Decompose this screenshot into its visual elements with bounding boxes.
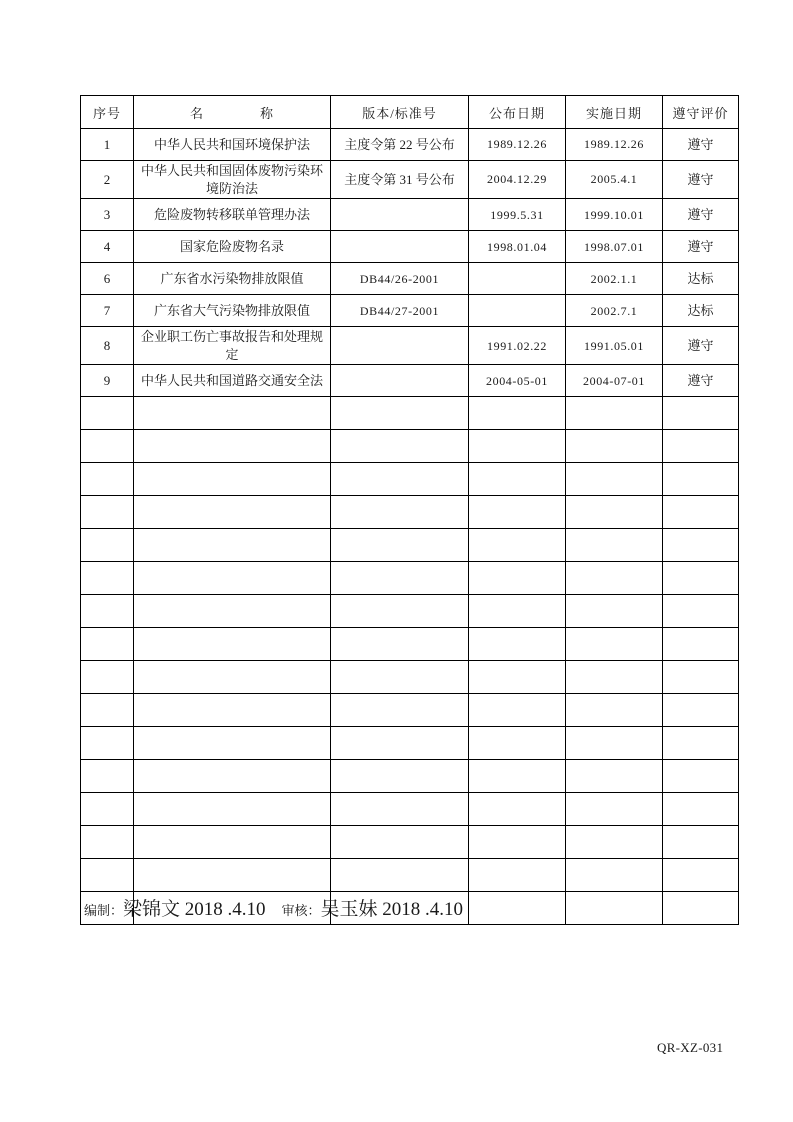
empty-cell <box>469 727 566 760</box>
empty-cell <box>469 562 566 595</box>
cell-published <box>469 295 566 327</box>
empty-cell <box>81 397 134 430</box>
empty-cell <box>81 496 134 529</box>
cell-evaluation: 达标 <box>663 295 739 327</box>
empty-cell <box>331 826 469 859</box>
empty-cell <box>331 496 469 529</box>
empty-cell <box>331 397 469 430</box>
empty-cell <box>134 760 331 793</box>
empty-cell <box>663 892 739 925</box>
cell-effective: 1989.12.26 <box>566 129 663 161</box>
regulations-table <box>80 95 739 925</box>
cell-version: 主度令第 31 号公布 <box>331 161 469 199</box>
empty-cell <box>134 727 331 760</box>
cell-effective: 2004-07-01 <box>566 365 663 397</box>
empty-cell <box>663 793 739 826</box>
table-row <box>81 129 739 161</box>
table-row <box>81 231 739 263</box>
cell-name: 中华人民共和国固体废物污染环境防治法 <box>134 161 331 199</box>
empty-cell <box>566 859 663 892</box>
empty-cell <box>663 463 739 496</box>
cell-no: 9 <box>81 365 134 397</box>
empty-table-row <box>81 661 739 694</box>
empty-cell <box>663 562 739 595</box>
empty-cell <box>566 595 663 628</box>
table-row <box>81 295 739 327</box>
empty-cell <box>81 661 134 694</box>
empty-cell <box>331 859 469 892</box>
column-header: 名 称 <box>134 96 331 129</box>
table-row <box>81 161 739 199</box>
cell-no: 8 <box>81 327 134 365</box>
empty-cell <box>134 397 331 430</box>
empty-cell <box>469 595 566 628</box>
empty-cell <box>134 430 331 463</box>
cell-version: DB44/27-2001 <box>331 295 469 327</box>
cell-evaluation: 遵守 <box>663 129 739 161</box>
empty-cell <box>663 628 739 661</box>
cell-version <box>331 327 469 365</box>
cell-version <box>331 199 469 231</box>
empty-cell <box>663 826 739 859</box>
empty-cell <box>663 661 739 694</box>
cell-published <box>469 263 566 295</box>
document-code: QR-XZ-031 <box>657 1040 724 1055</box>
cell-no: 3 <box>81 199 134 231</box>
empty-cell <box>331 793 469 826</box>
column-header: 实施日期 <box>566 96 663 129</box>
empty-cell <box>469 694 566 727</box>
empty-cell <box>134 694 331 727</box>
empty-table-row <box>81 727 739 760</box>
empty-table-row <box>81 430 739 463</box>
empty-cell <box>81 628 134 661</box>
empty-table-row <box>81 859 739 892</box>
empty-cell <box>663 397 739 430</box>
cell-name: 中华人民共和国道路交通安全法 <box>134 365 331 397</box>
empty-cell <box>331 760 469 793</box>
empty-cell <box>331 463 469 496</box>
empty-cell <box>331 595 469 628</box>
cell-published: 1989.12.26 <box>469 129 566 161</box>
empty-cell <box>566 793 663 826</box>
empty-table-row <box>81 496 739 529</box>
column-header: 公布日期 <box>469 96 566 129</box>
empty-cell <box>566 562 663 595</box>
empty-cell <box>331 661 469 694</box>
signature-line <box>84 894 463 921</box>
cell-no: 2 <box>81 161 134 199</box>
cell-published: 1999.5.31 <box>469 199 566 231</box>
empty-table-row <box>81 397 739 430</box>
empty-cell <box>134 826 331 859</box>
empty-cell <box>469 826 566 859</box>
empty-cell <box>134 628 331 661</box>
empty-table-row <box>81 760 739 793</box>
empty-cell <box>134 595 331 628</box>
cell-evaluation: 遵守 <box>663 365 739 397</box>
empty-cell <box>566 496 663 529</box>
cell-name: 国家危险废物名录 <box>134 231 331 263</box>
column-header: 遵守评价 <box>663 96 739 129</box>
empty-cell <box>566 727 663 760</box>
empty-cell <box>566 694 663 727</box>
cell-version <box>331 231 469 263</box>
empty-cell <box>469 529 566 562</box>
cell-effective: 2005.4.1 <box>566 161 663 199</box>
cell-effective: 2002.1.1 <box>566 263 663 295</box>
empty-table-row <box>81 826 739 859</box>
empty-table-row <box>81 529 739 562</box>
empty-cell <box>663 727 739 760</box>
cell-name: 广东省大气污染物排放限值 <box>134 295 331 327</box>
empty-cell <box>663 760 739 793</box>
empty-cell <box>81 595 134 628</box>
empty-cell <box>469 430 566 463</box>
empty-cell <box>331 727 469 760</box>
empty-table-row <box>81 595 739 628</box>
empty-cell <box>134 661 331 694</box>
cell-version: DB44/26-2001 <box>331 263 469 295</box>
empty-cell <box>81 694 134 727</box>
empty-cell <box>663 859 739 892</box>
cell-effective: 1998.07.01 <box>566 231 663 263</box>
column-header: 序号 <box>81 96 134 129</box>
empty-cell <box>469 397 566 430</box>
cell-no: 6 <box>81 263 134 295</box>
cell-published: 1998.01.04 <box>469 231 566 263</box>
cell-no: 1 <box>81 129 134 161</box>
empty-cell <box>81 826 134 859</box>
empty-table-row <box>81 793 739 826</box>
empty-cell <box>566 661 663 694</box>
empty-cell <box>663 694 739 727</box>
cell-name: 中华人民共和国环境保护法 <box>134 129 331 161</box>
empty-cell <box>663 496 739 529</box>
empty-cell <box>469 628 566 661</box>
empty-cell <box>566 529 663 562</box>
cell-published: 2004.12.29 <box>469 161 566 199</box>
cell-no: 4 <box>81 231 134 263</box>
table-row <box>81 365 739 397</box>
cell-version: 主度令第 22 号公布 <box>331 129 469 161</box>
cell-no: 7 <box>81 295 134 327</box>
empty-cell <box>134 496 331 529</box>
empty-cell <box>566 826 663 859</box>
empty-cell <box>469 793 566 826</box>
empty-cell <box>566 760 663 793</box>
empty-cell <box>469 661 566 694</box>
table-row <box>81 327 739 365</box>
table-row <box>81 199 739 231</box>
empty-cell <box>81 727 134 760</box>
empty-cell <box>469 496 566 529</box>
empty-cell <box>331 529 469 562</box>
empty-cell <box>469 892 566 925</box>
cell-name: 广东省水污染物排放限值 <box>134 263 331 295</box>
cell-evaluation: 达标 <box>663 263 739 295</box>
prepared-by-value: 梁锦文 2018 .4.10 <box>123 899 266 920</box>
cell-evaluation: 遵守 <box>663 327 739 365</box>
empty-table-row <box>81 463 739 496</box>
cell-published: 1991.02.22 <box>469 327 566 365</box>
reviewed-by-label: 审核： <box>281 903 321 918</box>
empty-cell <box>566 628 663 661</box>
empty-cell <box>469 760 566 793</box>
cell-effective: 1991.05.01 <box>566 327 663 365</box>
empty-cell <box>331 430 469 463</box>
empty-cell <box>81 529 134 562</box>
empty-cell <box>566 463 663 496</box>
empty-cell <box>81 859 134 892</box>
empty-cell <box>663 529 739 562</box>
cell-evaluation: 遵守 <box>663 231 739 263</box>
prepared-by-label: 编制： <box>84 903 124 918</box>
column-header: 版本/标准号 <box>331 96 469 129</box>
empty-cell <box>469 463 566 496</box>
table-row <box>81 263 739 295</box>
empty-cell <box>566 892 663 925</box>
empty-cell <box>81 793 134 826</box>
cell-published: 2004-05-01 <box>469 365 566 397</box>
empty-cell <box>663 595 739 628</box>
empty-cell <box>81 760 134 793</box>
empty-cell <box>469 859 566 892</box>
empty-cell <box>134 529 331 562</box>
cell-effective: 2002.7.1 <box>566 295 663 327</box>
empty-cell <box>134 859 331 892</box>
empty-cell <box>81 430 134 463</box>
reviewed-by-value: 吴玉妹 2018 .4.10 <box>320 899 464 920</box>
cell-evaluation: 遵守 <box>663 199 739 231</box>
empty-cell <box>663 430 739 463</box>
empty-table-row <box>81 628 739 661</box>
cell-effective: 1999.10.01 <box>566 199 663 231</box>
empty-cell <box>331 694 469 727</box>
cell-version <box>331 365 469 397</box>
table-header <box>81 96 739 129</box>
empty-cell <box>331 628 469 661</box>
table-header-row <box>81 96 739 129</box>
table-body <box>81 129 739 925</box>
empty-table-row <box>81 562 739 595</box>
empty-cell <box>134 463 331 496</box>
empty-cell <box>81 463 134 496</box>
empty-cell <box>134 562 331 595</box>
empty-cell <box>134 793 331 826</box>
cell-name: 企业职工伤亡事故报告和处理规定 <box>134 327 331 365</box>
empty-cell <box>331 562 469 595</box>
cell-evaluation: 遵守 <box>663 161 739 199</box>
cell-name: 危险废物转移联单管理办法 <box>134 199 331 231</box>
empty-cell <box>566 430 663 463</box>
empty-cell <box>81 562 134 595</box>
empty-cell <box>566 397 663 430</box>
empty-table-row <box>81 694 739 727</box>
